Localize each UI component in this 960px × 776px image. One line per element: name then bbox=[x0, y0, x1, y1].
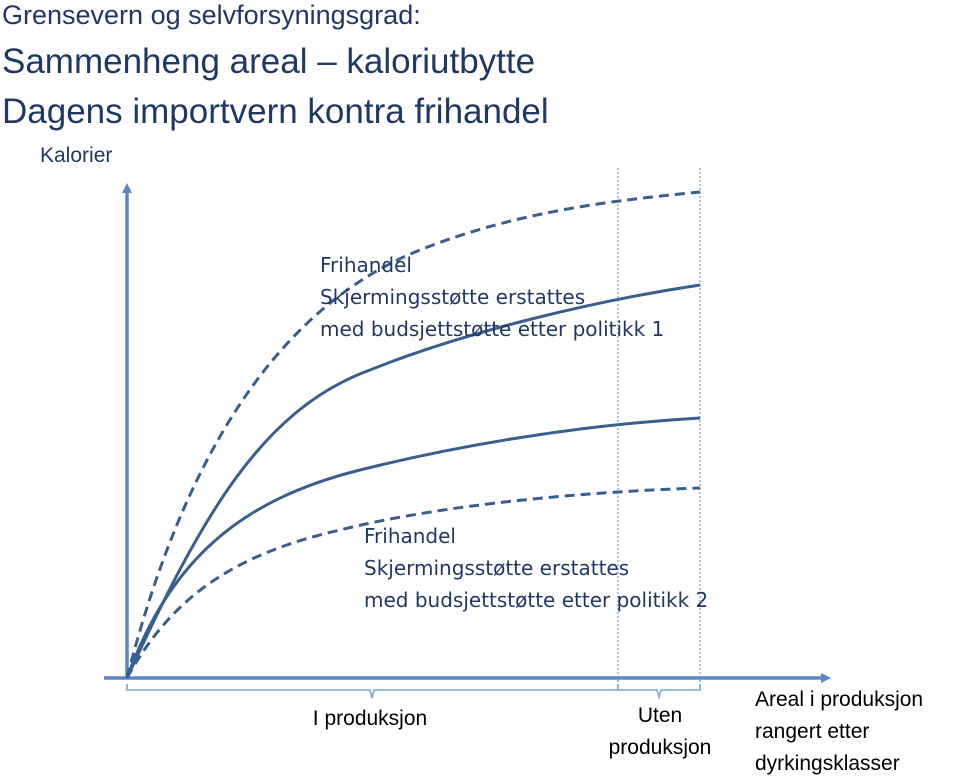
annotation-upper-line-1: Frihandel bbox=[320, 253, 412, 277]
annotation-lower-line-2: Skjermingsstøtte erstattes bbox=[364, 556, 630, 580]
annotation-lower-line-1: Frihandel bbox=[364, 524, 456, 548]
x-axis-label-line-2: rangert etter bbox=[755, 720, 870, 743]
curve-lower-dashed bbox=[127, 488, 700, 678]
brace-label-in-production: I produksjon bbox=[312, 707, 428, 730]
title-line-1: Grensevern og selvforsyningsgrad: bbox=[2, 0, 421, 30]
annotation-lower-line-3: med budsjettstøtte etter politikk 2 bbox=[364, 588, 709, 612]
brace-label-without-production-1: Uten bbox=[637, 704, 683, 727]
x-axis-label-line-3: dyrkingsklasser bbox=[755, 752, 900, 775]
annotation-upper-line-2: Skjermingsstøtte erstattes bbox=[320, 285, 586, 309]
brace-in-production bbox=[127, 684, 618, 698]
y-axis-label: Kalorier bbox=[40, 144, 113, 167]
brace-label-without-production-2: produksjon bbox=[608, 736, 712, 759]
title-line-3: Dagens importvern kontra frihandel bbox=[2, 92, 549, 131]
brace-without-production bbox=[618, 684, 700, 697]
curve-lower-solid bbox=[127, 418, 700, 678]
title-line-2: Sammenheng areal – kaloriutbytte bbox=[2, 42, 536, 81]
curve-upper-solid bbox=[127, 285, 700, 678]
x-axis-label-line-1: Areal i produksjon bbox=[755, 688, 924, 711]
annotation-upper-line-3: med budsjettstøtte etter politikk 1 bbox=[320, 317, 665, 341]
